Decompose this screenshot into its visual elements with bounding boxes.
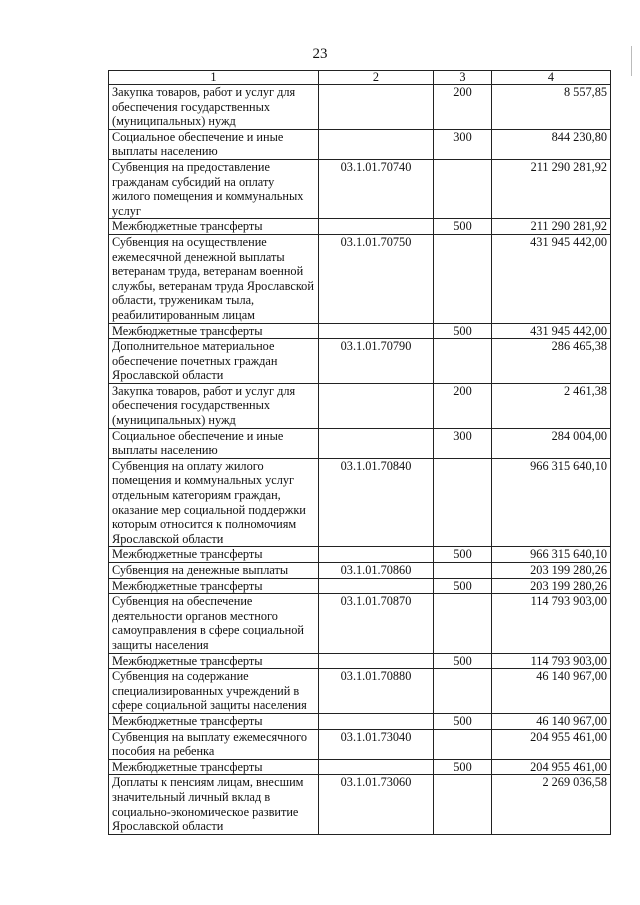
row-type-cell xyxy=(434,669,492,714)
row-code-cell xyxy=(319,428,434,458)
row-name-cell: Социальное обеспечение и иные выплаты населению xyxy=(109,129,319,159)
table-row xyxy=(109,339,611,384)
row-amount-cell: 211 290 281,92 xyxy=(492,219,611,235)
row-name-cell: Межбюджетные трансферты xyxy=(109,323,319,339)
table-row xyxy=(109,323,611,339)
row-type-cell: 300 xyxy=(434,428,492,458)
row-type-cell xyxy=(434,594,492,653)
row-type-cell: 500 xyxy=(434,219,492,235)
row-amount-cell: 46 140 967,00 xyxy=(492,713,611,729)
row-code-cell xyxy=(319,653,434,669)
row-type-cell xyxy=(434,159,492,218)
row-amount-cell: 8 557,85 xyxy=(492,85,611,130)
budget-table xyxy=(108,70,611,835)
table-row xyxy=(109,669,611,714)
table-row xyxy=(109,729,611,759)
table-row xyxy=(109,563,611,579)
table-row xyxy=(109,234,611,323)
row-name-cell: Субвенция на обеспечение деятельности органов местного самоуправления в сфере социальной защиты населения xyxy=(109,594,319,653)
row-amount-cell: 966 315 640,10 xyxy=(492,458,611,547)
row-code-cell xyxy=(319,713,434,729)
row-type-cell: 500 xyxy=(434,578,492,594)
row-name-cell: Субвенция на предоставление гражданам субсидий на оплату жилого помещения и коммунальных услуг xyxy=(109,159,319,218)
row-code-cell: 03.1.01.70740 xyxy=(319,159,434,218)
table-row xyxy=(109,594,611,653)
row-amount-cell: 286 465,38 xyxy=(492,339,611,384)
row-code-cell: 03.1.01.73060 xyxy=(319,775,434,834)
page-number: 23 xyxy=(312,46,328,62)
row-code-cell xyxy=(319,129,434,159)
row-type-cell: 500 xyxy=(434,759,492,775)
row-name-cell: Межбюджетные трансферты xyxy=(109,713,319,729)
column-header: 4 xyxy=(492,71,611,85)
row-name-cell: Дополнительное материальное обеспечение почетных граждан Ярославской области xyxy=(109,339,319,384)
row-amount-cell: 204 955 461,00 xyxy=(492,759,611,775)
row-type-cell: 200 xyxy=(434,85,492,130)
row-code-cell xyxy=(319,383,434,428)
row-type-cell: 500 xyxy=(434,713,492,729)
row-name-cell: Доплаты к пенсиям лицам, внесшим значительный личный вклад в социально-экономическое развитие Ярославской области xyxy=(109,775,319,834)
row-name-cell: Межбюджетные трансферты xyxy=(109,578,319,594)
row-name-cell: Межбюджетные трансферты xyxy=(109,219,319,235)
table-row xyxy=(109,713,611,729)
row-amount-cell: 431 945 442,00 xyxy=(492,234,611,323)
row-code-cell: 03.1.01.73040 xyxy=(319,729,434,759)
row-name-cell: Субвенция на осуществление ежемесячной денежной выплаты ветеранам труда, ветеранам военной службы, ветеранам труда Ярославской области, труженикам тыла, реабилитированным лицам xyxy=(109,234,319,323)
row-code-cell: 03.1.01.70860 xyxy=(319,563,434,579)
row-code-cell: 03.1.01.70790 xyxy=(319,339,434,384)
row-code-cell: 03.1.01.70840 xyxy=(319,458,434,547)
row-type-cell xyxy=(434,729,492,759)
table-row xyxy=(109,383,611,428)
row-code-cell: 03.1.01.70870 xyxy=(319,594,434,653)
row-amount-cell: 203 199 280,26 xyxy=(492,563,611,579)
column-header: 1 xyxy=(109,71,319,85)
row-amount-cell: 211 290 281,92 xyxy=(492,159,611,218)
table-row xyxy=(109,578,611,594)
row-name-cell: Межбюджетные трансферты xyxy=(109,759,319,775)
row-type-cell xyxy=(434,563,492,579)
row-type-cell: 300 xyxy=(434,129,492,159)
column-header: 2 xyxy=(319,71,434,85)
row-amount-cell: 203 199 280,26 xyxy=(492,578,611,594)
row-name-cell: Межбюджетные трансферты xyxy=(109,547,319,563)
row-amount-cell: 114 793 903,00 xyxy=(492,653,611,669)
row-name-cell: Закупка товаров, работ и услуг для обеспечения государственных (муниципальных) нужд xyxy=(109,85,319,130)
row-amount-cell: 966 315 640,10 xyxy=(492,547,611,563)
row-amount-cell: 114 793 903,00 xyxy=(492,594,611,653)
row-name-cell: Субвенция на выплату ежемесячного пособия на ребенка xyxy=(109,729,319,759)
row-type-cell: 200 xyxy=(434,383,492,428)
table-row xyxy=(109,85,611,130)
table-row xyxy=(109,428,611,458)
row-type-cell: 500 xyxy=(434,653,492,669)
row-name-cell: Субвенция на оплату жилого помещения и коммунальных услуг отдельным категориям граждан, оказание мер социальной поддержки которым относится к полномочиям Ярославской области xyxy=(109,458,319,547)
row-code-cell xyxy=(319,85,434,130)
row-type-cell xyxy=(434,234,492,323)
row-amount-cell: 284 004,00 xyxy=(492,428,611,458)
row-amount-cell: 844 230,80 xyxy=(492,129,611,159)
table-row xyxy=(109,775,611,834)
row-code-cell xyxy=(319,578,434,594)
table-row xyxy=(109,129,611,159)
row-amount-cell: 431 945 442,00 xyxy=(492,323,611,339)
table-row xyxy=(109,219,611,235)
row-name-cell: Социальное обеспечение и иные выплаты населению xyxy=(109,428,319,458)
row-amount-cell: 204 955 461,00 xyxy=(492,729,611,759)
row-code-cell xyxy=(319,547,434,563)
row-name-cell: Закупка товаров, работ и услуг для обеспечения государственных (муниципальных) нужд xyxy=(109,383,319,428)
table-row xyxy=(109,458,611,547)
row-code-cell xyxy=(319,219,434,235)
table-row xyxy=(109,759,611,775)
row-code-cell xyxy=(319,759,434,775)
row-name-cell: Межбюджетные трансферты xyxy=(109,653,319,669)
table-header-row xyxy=(109,71,611,85)
row-code-cell: 03.1.01.70750 xyxy=(319,234,434,323)
row-amount-cell: 2 269 036,58 xyxy=(492,775,611,834)
table-row xyxy=(109,159,611,218)
row-type-cell: 500 xyxy=(434,547,492,563)
scan-margin-mark xyxy=(631,46,632,76)
row-type-cell xyxy=(434,775,492,834)
row-type-cell xyxy=(434,339,492,384)
row-code-cell xyxy=(319,323,434,339)
row-amount-cell: 2 461,38 xyxy=(492,383,611,428)
column-header: 3 xyxy=(434,71,492,85)
row-code-cell: 03.1.01.70880 xyxy=(319,669,434,714)
row-amount-cell: 46 140 967,00 xyxy=(492,669,611,714)
row-type-cell xyxy=(434,458,492,547)
row-name-cell: Субвенция на денежные выплаты xyxy=(109,563,319,579)
table-row xyxy=(109,653,611,669)
row-name-cell: Субвенция на содержание специализированных учреждений в сфере социальной защиты населения xyxy=(109,669,319,714)
table-row xyxy=(109,547,611,563)
row-type-cell: 500 xyxy=(434,323,492,339)
